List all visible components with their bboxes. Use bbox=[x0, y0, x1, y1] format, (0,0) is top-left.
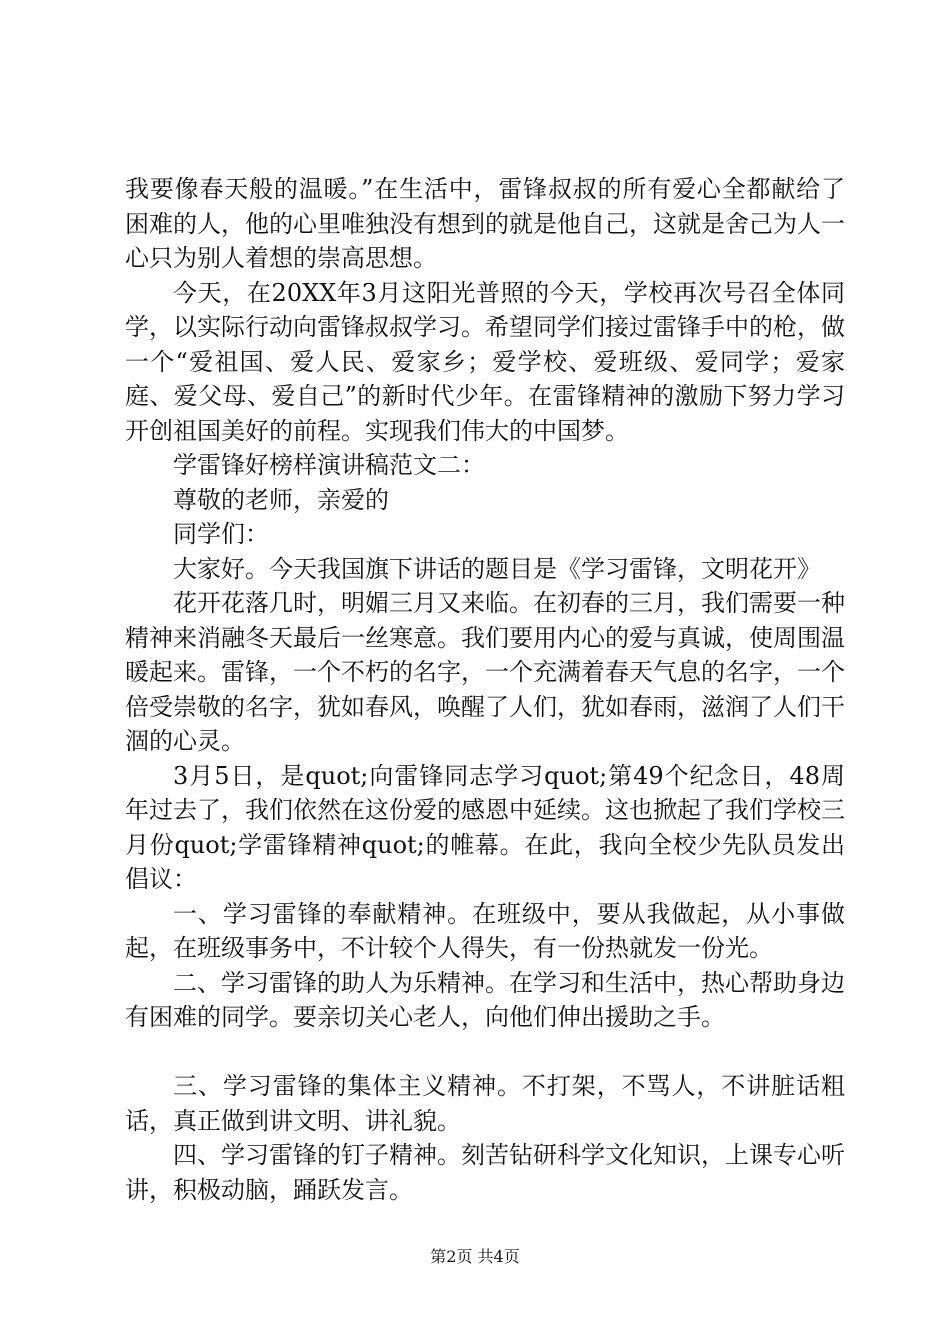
paragraph-march-5: 3月5日，是quot;向雷锋同志学习quot;第49个纪念日，48周年过去了，我们依然在这份爱的感恩中延续。这也掀起了我们学校三月份quot;学雷锋精神quot;的帷幕。在此，我向全校少先队员发出倡议： bbox=[125, 761, 845, 893]
proposal-item-2: 二、学习雷锋的助人为乐精神。在学习和生活中，热心帮助身边有困难的同学。要亲切关心老人，向他们伸出援助之手。 bbox=[125, 968, 845, 1031]
salutation-line-1: 尊敬的老师，亲爱的 bbox=[173, 485, 389, 514]
paragraph-spring: 花开花落几时，明媚三月又来临。在初春的三月，我们需要一种精神来消融冬天最后一丝寒意。我们要用内心的爱与真诚，使周围温暖起来。雷锋，一个不朽的名字，一个充满着春天气息的名字，一个倍受崇敬的名字，犹如春风，唤醒了人们，犹如春雨，滋润了人们干涸的心灵。 bbox=[125, 589, 845, 755]
paragraph-today: 今天，在20XX年3月这阳光普照的今天，学校再次号召全体同学，以实际行动向雷锋叔叔学习。希望同学们接过雷锋手中的枪，做一个“爱祖国、爱人民、爱家乡；爱学校、爱班级、爱同学；爱家庭、爱父母、爱自己”的新时代少年。在雷锋精神的激励下努力学习开创祖国美好的前程。实现我们伟大的中国梦。 bbox=[125, 278, 845, 445]
salutation-line-2: 同学们： bbox=[173, 520, 269, 548]
section-title: 学雷锋好榜样演讲稿范文二： bbox=[173, 451, 485, 479]
proposal-item-1: 一、学习雷锋的奉献精神。在班级中，要从我做起，从小事做起，在班级事务中，不计较个人得失，有一份热就发一份光。 bbox=[125, 899, 845, 962]
proposal-item-4: 四、学习雷锋的钉子精神。刻苦钻研科学文化知识，上课专心听讲，积极动脑，踊跃发言。 bbox=[125, 1141, 845, 1204]
blank-line bbox=[125, 1035, 845, 1070]
paragraph-greeting: 大家好。今天我国旗下讲话的题目是《学习雷锋，文明花开》 bbox=[173, 554, 821, 583]
paragraph-continuation: 我要像春天般的温暖。”在生活中，雷锋叔叔的所有爱心全都献给了困难的人，他的心里唯独没有想到的就是他自己，这就是舍己为人一心只为别人着想的崇高思想。 bbox=[125, 175, 845, 272]
page-number-footer: 第2页 共4页 bbox=[430, 1247, 520, 1266]
proposal-item-3: 三、学习雷锋的集体主义精神。不打架，不骂人，不讲脏话粗话，真正做到讲文明、讲礼貌。 bbox=[125, 1072, 845, 1135]
document-body bbox=[125, 172, 845, 1207]
